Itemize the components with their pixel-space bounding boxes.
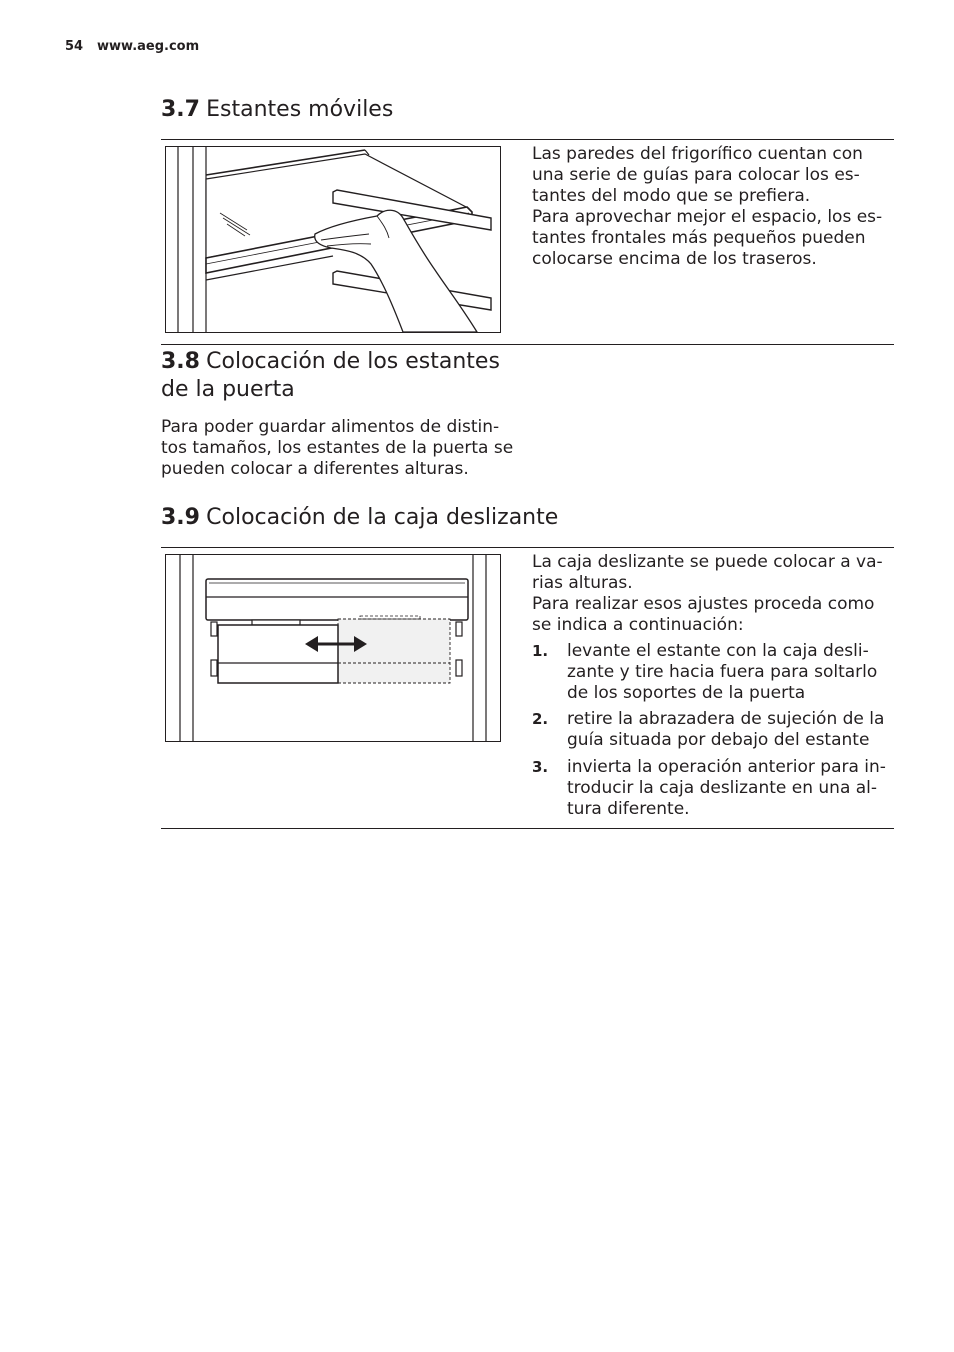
header-url: www.aeg.com [97, 39, 200, 54]
paragraph-line: Para aprovechar mejor el espacio, los es- [532, 207, 883, 227]
section-3-9-text [532, 552, 894, 820]
paragraph-line: Para poder guardar alimentos de distin- [161, 417, 500, 437]
step-line: de los soportes de la puerta [567, 683, 806, 703]
section-divider [161, 344, 894, 345]
step-number: 1. [532, 642, 549, 660]
page-number: 54 [65, 39, 84, 54]
section-divider [161, 139, 894, 140]
step-line: zante y tire hacia fuera para soltarlo [567, 662, 878, 682]
paragraph-line: La caja deslizante se puede colocar a va- [532, 552, 883, 572]
section-3-7-heading [161, 96, 393, 124]
section-3-9-heading [161, 504, 558, 532]
step-item [532, 709, 894, 751]
section-title-line: Colocación de los estantes [206, 349, 500, 374]
section-3-8-text [161, 417, 513, 480]
paragraph-line: se indica a continuación: [532, 615, 744, 635]
paragraph-line: tantes frontales más pequeños pueden [532, 228, 866, 248]
paragraph-line: colocarse encima de los traseros. [532, 249, 817, 269]
step-line: retire la abrazadera de sujeción de la [567, 709, 885, 729]
section-divider [161, 828, 894, 829]
step-line: troducir la caja deslizante en una al- [567, 778, 878, 798]
door-shelf [206, 579, 468, 620]
paragraph-line: Para realizar esos ajustes proceda como [532, 594, 875, 614]
section-divider [161, 547, 894, 548]
step-line: levante el estante con la caja desli- [567, 641, 869, 661]
step-line: guía situada por debajo del estante [567, 730, 870, 750]
step-number: 3. [532, 758, 549, 776]
section-title: Estantes móviles [206, 97, 394, 122]
step-item [532, 757, 894, 820]
paragraph-line: tos tamaños, los estantes de la puerta se [161, 438, 514, 458]
paragraph-line: Las paredes del frigorífico cuentan con [532, 144, 863, 164]
shelf-clip [456, 660, 462, 676]
shelf-clip [211, 660, 217, 676]
figure-movable-shelves [165, 146, 501, 333]
shelf-clip [211, 622, 217, 636]
section-number: 3.9 [161, 505, 200, 530]
step-line: invierta la operación anterior para in- [567, 757, 886, 777]
section-number: 3.8 [161, 349, 200, 374]
paragraph-line: una serie de guías para colocar los es- [532, 165, 860, 185]
step-item [532, 641, 894, 704]
shelf-clip [456, 622, 462, 636]
section-number: 3.7 [161, 97, 200, 122]
section-3-8-heading-line-2: de la puerta [161, 377, 295, 402]
double-arrow-shaft [313, 643, 359, 646]
paragraph-line: pueden colocar a diferentes alturas. [161, 459, 469, 479]
section-3-8-heading [161, 348, 500, 376]
step-number: 2. [532, 710, 549, 728]
section-3-7-text [532, 144, 882, 270]
paragraph-line: rias alturas. [532, 573, 633, 593]
figure-sliding-box [165, 554, 501, 742]
sliding-box [218, 625, 338, 683]
step-line: tura diferente. [567, 799, 690, 819]
section-title: Colocación de la caja deslizante [206, 505, 559, 530]
paragraph-line: tantes del modo que se prefiera. [532, 186, 811, 206]
